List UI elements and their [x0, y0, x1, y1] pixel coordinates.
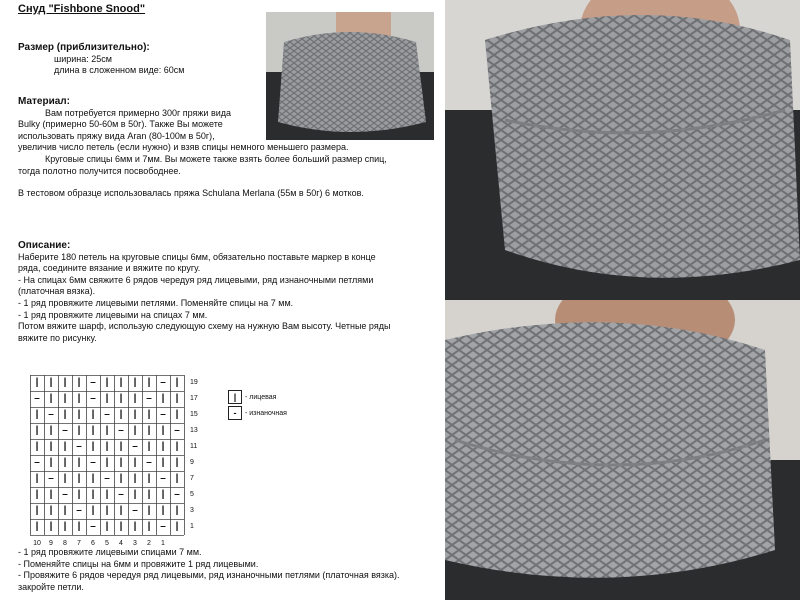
chart-cell: –	[146, 393, 152, 404]
chart-cell: |	[105, 425, 109, 436]
chart-cell: |	[63, 409, 67, 420]
snood-photo-bottom	[445, 300, 800, 600]
finish-section	[18, 547, 400, 593]
chart-cell: |	[147, 377, 151, 388]
chart-cell: –	[90, 377, 96, 388]
chart-cell: |	[63, 521, 67, 532]
finish-line: - Провяжите 6 рядов чередуя ряд лицевыми, ряд изнаночными петлями (платочная вязка).	[18, 570, 400, 581]
chart-cell: |	[35, 377, 39, 388]
chart-row-number: 15	[190, 411, 198, 418]
chart-cell: |	[147, 521, 151, 532]
chart-cell: |	[77, 409, 81, 420]
chart-cell: |	[77, 377, 81, 388]
chart-cell: |	[161, 489, 165, 500]
chart-cell: |	[105, 457, 109, 468]
chart-cell: |	[161, 441, 165, 452]
chart-column-number: 5	[105, 540, 109, 547]
material-line: использовать пряжу вида Aran (80-100м в 50г),	[18, 130, 215, 141]
material-line: увеличив число петель (если нужно) и взяв спицы немного меньшего размера.	[18, 142, 349, 153]
chart-cell: |	[119, 521, 123, 532]
chart-cell: –	[76, 441, 82, 452]
chart-cell: |	[133, 409, 137, 420]
chart-cell: –	[62, 489, 68, 500]
chart-cell: –	[160, 473, 166, 484]
material-line: тогда полотно получится посвободнее.	[18, 165, 181, 176]
chart-cell: |	[147, 505, 151, 516]
chart-cell: |	[161, 425, 165, 436]
size-width: ширина: 25см	[54, 53, 112, 64]
chart-cell: |	[105, 489, 109, 500]
chart-cell: |	[175, 521, 179, 532]
chart-legend	[228, 389, 287, 421]
chart-cell: –	[174, 425, 180, 436]
material-line: Bulky (примерно 50-60м в 50г). Также Вы можете	[18, 119, 223, 130]
chart-cell: |	[147, 441, 151, 452]
chart-column-number: 10	[33, 540, 41, 547]
legend-item	[228, 405, 287, 421]
chart-cell: |	[175, 377, 179, 388]
chart-cell: –	[146, 457, 152, 468]
chart-row-number: 5	[190, 491, 194, 498]
description-line: (платочная вязка).	[18, 286, 96, 297]
chart-cell: |	[119, 409, 123, 420]
chart-cell: |	[175, 473, 179, 484]
chart-cell: |	[35, 489, 39, 500]
chart-column-number: 6	[91, 540, 95, 547]
chart-cell: |	[119, 441, 123, 452]
chart-cell: –	[132, 441, 138, 452]
description-line: ряда, соедините вязание и вяжите по кругу.	[18, 263, 201, 274]
description-line: Наберите 180 петель на круговые спицы 6мм, обязательно поставьте маркер в конце	[18, 251, 376, 262]
description-line: Потом вяжите шарф, использую следующую схему на нужную Вам высоту. Четные ряды	[18, 321, 391, 332]
chart-row-number: 11	[190, 443, 198, 450]
chart-cell: |	[63, 393, 67, 404]
chart-row-number: 1	[190, 523, 194, 530]
chart-cell: –	[76, 505, 82, 516]
description-line: - 1 ряд провяжите лицевыми петлями. Поменяйте спицы на 7 мм.	[18, 297, 294, 308]
chart-cell: |	[91, 505, 95, 516]
chart-cell: |	[119, 505, 123, 516]
chart-cell: |	[147, 489, 151, 500]
chart-cell: |	[35, 505, 39, 516]
material-header: Материал:	[18, 96, 70, 107]
chart-cell: |	[175, 457, 179, 468]
chart-row-number: 17	[190, 395, 198, 402]
chart-cell: |	[133, 473, 137, 484]
chart-cell: |	[147, 473, 151, 484]
chart-cell: |	[105, 377, 109, 388]
chart-cell: |	[35, 441, 39, 452]
chart-cell: |	[119, 377, 123, 388]
chart-cell: |	[175, 441, 179, 452]
chart-cell: |	[119, 393, 123, 404]
legend-label: - лицевая	[245, 393, 277, 401]
chart-row-number: 7	[190, 475, 194, 482]
legend-label: - изнаночная	[245, 409, 287, 417]
chart-column-number: 4	[119, 540, 123, 547]
chart-cell: –	[104, 473, 110, 484]
chart-cell: –	[48, 473, 54, 484]
chart-cell: –	[90, 393, 96, 404]
chart-cell: |	[161, 393, 165, 404]
chart-cell: |	[49, 441, 53, 452]
description-header: Описание:	[18, 240, 71, 251]
chart-cell: |	[161, 505, 165, 516]
chart-cell: |	[133, 489, 137, 500]
chart-cell: –	[132, 505, 138, 516]
chart-cell: |	[133, 393, 137, 404]
chart-cell: –	[104, 409, 110, 420]
chart-cell: –	[160, 409, 166, 420]
chart-cell: |	[91, 409, 95, 420]
chart-row-number: 13	[190, 427, 198, 434]
chart-cell: |	[49, 377, 53, 388]
chart-cell: |	[63, 457, 67, 468]
legend-symbol: -	[228, 406, 242, 420]
chart-cell: |	[147, 425, 151, 436]
description-line: - 1 ряд провяжите лицевыми на спицах 7 мм.	[18, 309, 208, 320]
chart-cell: –	[62, 425, 68, 436]
chart-cell: |	[77, 425, 81, 436]
chart-cell: |	[119, 457, 123, 468]
material-sample: В тестовом образце использовалась пряжа Schulana Merlana (55м в 50г) 6 мотков.	[18, 188, 364, 199]
chart-cell: |	[133, 457, 137, 468]
chart-cell: –	[90, 457, 96, 468]
finish-line: закройте петли.	[18, 581, 84, 592]
finish-line: - 1 ряд провяжите лицевыми спицами 7 мм.	[18, 547, 202, 557]
description-line: вяжите по рисунку.	[18, 332, 97, 343]
chart-cell: |	[77, 521, 81, 532]
chart-cell: –	[34, 393, 40, 404]
chart-column-number: 8	[63, 540, 67, 547]
size-header: Размер (приблизительно):	[18, 42, 150, 53]
size-section	[18, 42, 184, 77]
chart-cell: |	[133, 521, 137, 532]
chart-cell: |	[35, 425, 39, 436]
snood-photo-small	[266, 12, 434, 140]
legend-item	[228, 389, 287, 405]
chart-cell: |	[77, 393, 81, 404]
chart-cell: –	[160, 521, 166, 532]
finish-line: - Поменяйте спицы на 6мм и провяжите 1 ряд лицевыми.	[18, 558, 259, 569]
chart-cell: |	[161, 457, 165, 468]
chart-row-number: 9	[190, 459, 194, 466]
chart-cell: |	[105, 505, 109, 516]
material-line: Круговые спицы 6мм и 7мм. Вы можете также взять более больший размер спиц,	[45, 153, 387, 164]
chart-cell: |	[49, 393, 53, 404]
description-line: - На спицах 6мм свяжите 6 рядов чередуя ряд лицевыми, ряд изнаночными петлями	[18, 274, 374, 285]
chart-cell: |	[91, 441, 95, 452]
chart-cell: |	[49, 505, 53, 516]
chart-row-number: 3	[190, 507, 194, 514]
material-line: Вам потребуется примерно 300г пряжи вида	[45, 107, 232, 118]
chart-cell: |	[49, 489, 53, 500]
chart-cell: |	[35, 521, 39, 532]
chart-cell: |	[91, 489, 95, 500]
chart-cell: |	[63, 377, 67, 388]
chart-cell: –	[48, 409, 54, 420]
size-length: длина в сложенном виде: 60см	[54, 65, 185, 76]
chart-cell: |	[35, 473, 39, 484]
chart-cell: –	[118, 425, 124, 436]
snood-photo-top	[445, 0, 800, 300]
chart-column-number: 3	[133, 540, 137, 547]
chart-column-number: 9	[49, 540, 53, 547]
chart-cell: |	[35, 409, 39, 420]
chart-cell: |	[49, 425, 53, 436]
chart-cell: –	[174, 489, 180, 500]
chart-cell: |	[63, 505, 67, 516]
description-section	[18, 240, 390, 344]
chart-column-number: 7	[77, 540, 81, 547]
chart-column-number: 1	[161, 540, 165, 547]
chart-cell: |	[133, 425, 137, 436]
chart-cell: |	[49, 457, 53, 468]
chart-row-number: 19	[190, 379, 198, 386]
chart-cell: |	[147, 409, 151, 420]
chart-cell: |	[91, 473, 95, 484]
chart-cell: |	[77, 473, 81, 484]
chart-cell: |	[77, 489, 81, 500]
chart-cell: |	[105, 441, 109, 452]
chart-cell: |	[49, 521, 53, 532]
chart-cell: –	[160, 377, 166, 388]
chart-cell: –	[34, 457, 40, 468]
chart-cell: –	[118, 489, 124, 500]
chart-column-number: 2	[147, 540, 151, 547]
chart-cell: |	[175, 505, 179, 516]
chart-cell: |	[119, 473, 123, 484]
chart-cell: |	[63, 473, 67, 484]
chart-cell: |	[105, 393, 109, 404]
chart-cell: |	[77, 457, 81, 468]
chart-cell: |	[91, 425, 95, 436]
chart-cell: –	[90, 521, 96, 532]
chart-cell: |	[105, 521, 109, 532]
chart-cell: |	[63, 441, 67, 452]
chart-cell: |	[175, 409, 179, 420]
chart-cell: |	[133, 377, 137, 388]
pattern-title: Снуд "Fishbone Snood"	[18, 3, 146, 15]
legend-symbol: |	[228, 390, 242, 404]
chart-cell: |	[175, 393, 179, 404]
